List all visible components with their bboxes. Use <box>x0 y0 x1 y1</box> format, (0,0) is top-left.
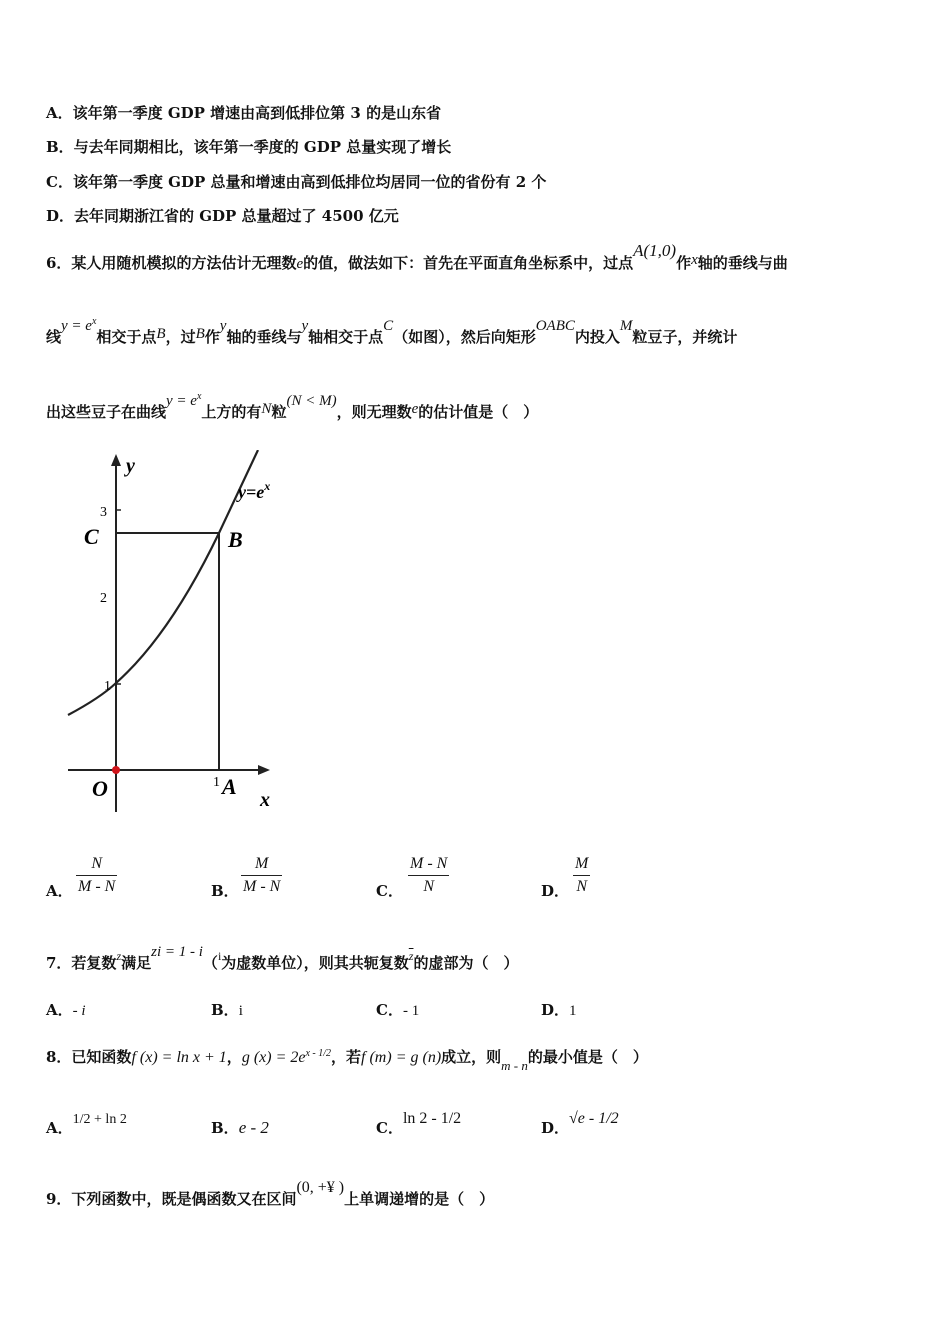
tick-label-2: 2 <box>100 591 107 606</box>
q7-option-b: B．i <box>211 1001 243 1019</box>
q8-stem: 8．已知函数f (x) = ln x + 1，g $(x) = 2e^{x - 1/2}$，若f (m) = g (n)成立，则m - n的最小值是（ ） <box>46 1048 648 1073</box>
q5-option-d: D．去年同期浙江省的 GDP 总量超过了 4500 亿元 <box>46 207 399 225</box>
q6-option-b-label: B． <box>211 882 239 900</box>
curve-exp <box>68 450 258 715</box>
q6-option-d-label: D． <box>541 882 570 900</box>
tick-label-x1: 1 <box>213 775 220 790</box>
q5-option-a: A．该年第一季度 GDP 增速由高到低排位第 3 的是山东省 <box>46 104 442 122</box>
q7-stem: 7．若复数$^z$满足zi = 1 - i（$^i$为虚数单位），则其共轭复数$^{\overline{z}}$的虚部为（ ） <box>46 944 519 972</box>
q6-line-1: 6．某人用随机模拟的方法估计无理数e的值，做法如下：首先在平面直角坐标系中，过点A(1,0)作x轴的垂线与曲 <box>46 241 788 272</box>
rectangle-oabc <box>116 533 219 770</box>
label-c: C <box>84 524 99 549</box>
q8-option-d: D．√e - 1/2 <box>541 1110 619 1137</box>
q6-option-b-fraction: M M - N <box>243 855 281 895</box>
q5-option-b: B．与去年同期相比，该年第一季度的 GDP 总量实现了增长 <box>46 138 452 156</box>
label-b: B <box>228 527 243 552</box>
q6-graph <box>60 450 300 830</box>
q6-option-d-fraction: M N <box>575 855 589 895</box>
y-axis-label: y <box>126 455 135 477</box>
q5-option-c: C．该年第一季度 GDP 总量和增速由高到低排位均居同一位的省份有 2 个 <box>46 173 547 191</box>
q7-option-c: C．- 1 <box>376 1001 420 1019</box>
q9-stem: 9．下列函数中，既是偶函数又在区间(0, +¥ )上单调递增的是（ ） <box>46 1179 495 1208</box>
q8-option-a: A．1/2 + ln 2 <box>46 1112 127 1137</box>
origin-dot <box>112 766 120 774</box>
q6-option-c-label: C． <box>376 882 403 900</box>
label-a: A <box>222 774 237 799</box>
q6-line-3: 出这些豆子在曲线$y = e^x$上方的有N粒(N < M)，则无理数e的估计值是（ ） <box>46 391 539 421</box>
x-axis-label: x <box>260 789 270 811</box>
y-axis-arrow <box>111 454 121 466</box>
curve-label: $y=e^x$ <box>238 479 271 502</box>
x-axis-arrow <box>258 765 270 775</box>
label-o: O <box>92 776 108 801</box>
q6-option-c-fraction: M - N N <box>410 855 448 895</box>
q7-option-d: D．1 <box>541 1001 577 1019</box>
q6-line-2: 线$y = e^x$相交于点B，过B作y轴的垂线与y轴相交于点C（如图），然后向矩形OABC内投入M粒豆子，并统计 <box>46 316 738 346</box>
tick-label-1: 1 <box>104 679 111 694</box>
q8-option-b: B．e - 2 <box>211 1118 269 1137</box>
tick-label-3: 3 <box>100 505 107 520</box>
q8-option-c: C．ln 2 - 1/2 <box>376 1110 462 1137</box>
q6-option-a-label: A． <box>46 882 73 900</box>
q7-option-a: A．- i <box>46 1001 86 1019</box>
q6-option-a-fraction: N M - N <box>78 855 116 895</box>
